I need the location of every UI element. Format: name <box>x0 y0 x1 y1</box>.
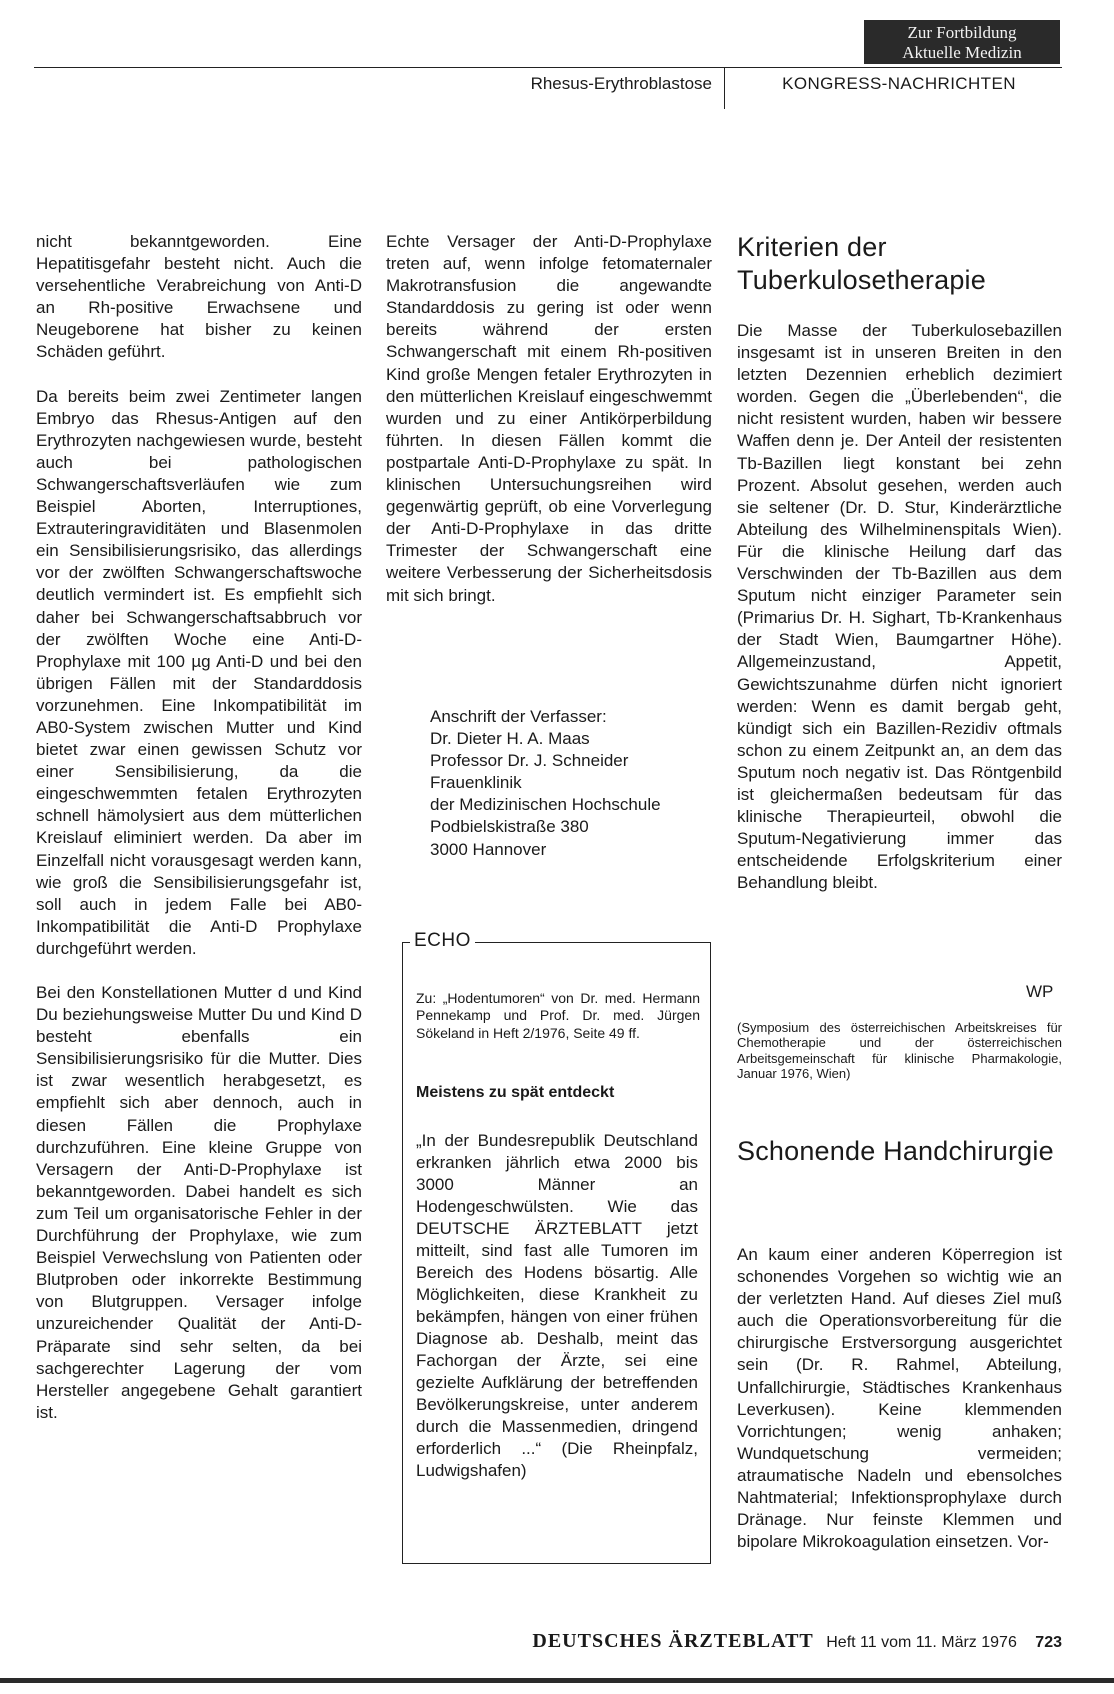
headline-tuberkulose: Kriterien der Tuberkulosetherapie <box>737 232 986 295</box>
echo-intro: Zu: „Hodentumoren“ von Dr. med. Hermann Pennekamp und Prof. Dr. med. Jürgen Sökeland in Heft 2/1976, Seite 49 ff. <box>416 990 700 1041</box>
page-number: 723 <box>1035 1634 1062 1651</box>
footer-rule <box>0 1678 1114 1683</box>
echo-headline: Meistens zu spät entdeckt <box>416 1084 615 1101</box>
paragraph: Echte Versager der Anti-D-Prophylaxe treten auf, wenn infolge fetomaternaler Makrotransfusion die angewandte Standarddosis zu gering ist oder wenn bereits während der ersten Schwangerschaft mit einem Rh-positiven Kind große Mengen fetaler Erythrozyten in den mütterlichen Kreislauf eingeschwemmt wurden und zu einer Antikörperbildung führten. In diesen Fällen kommt die postpartale Anti-D-Prophylaxe zu spät. In klinischen Untersuchungsreihen wird gegenwärtig geprüft, ob eine Vorverlegung der Anti-D-Prophylaxe in das dritte Trimester der Schwangerschaft eine weitere Verbesserung der Sicherheitsdosis mit sich bringt. <box>386 232 712 605</box>
address-line: Podbielskistraße 380 <box>430 817 589 837</box>
paragraph: nicht bekanntgeworden. Eine Hepatitisgefahr besteht nicht. Auch die versehentliche Verabreichung von Anti-D an Rh-positive Erwachsene und Neugeborene hat bisher zu keinen Schäden geführt. <box>36 232 362 362</box>
address-line: Dr. Dieter H. A. Maas <box>430 729 590 749</box>
section-title-right: KONGRESS-NACHRICHTEN <box>782 74 1016 93</box>
address-line: Anschrift der Verfasser: <box>430 707 607 726</box>
column-1 <box>36 231 362 1424</box>
column-2 <box>386 231 712 607</box>
author-signature: WP <box>1026 982 1054 1001</box>
author-address <box>430 706 730 861</box>
page-footer <box>440 1630 1062 1653</box>
paragraph: Da bereits beim zwei Zentimeter langen Embryo das Rhesus-Antigen auf den Erythrozyten nachgewiesen wurde, besteht auch bei pathologischen Schwangerschaftsverläufen wie zum Beispiel Aborten, Interruptiones, Extrauteringraviditäten und Blasenmolen ein Sensibilisierungsrisiko, das allerdings vor der zwölften Schwangerschaftswoche deutlich vermindert ist. Es empfiehlt sich daher bei Schwangerschaftsabbruch vor der zwölften Woche eine Anti-D-Prophylaxe mit 100 µg Anti-D und bei den übrigen Fällen mit der Standarddosis vorzunehmen. Eine Inkompatibilität im AB0-System zwischen Mutter und Kind bietet zwar einen gewissen Schutz vor einer Sensibilisierung, da die eingeschwemmten fetalen Erythrozyten schnell hämolysiert aus dem mütterlichen Kreislauf eliminiert werden. Da aber im Einzelfall nicht vorausgesagt werden kann, wie groß die Sensibilisierungsgefahr ist, soll auch in jedem Falle bei AB0-Inkompatibilität die Anti-D Prophylaxe durchgeführt werden. <box>36 386 362 958</box>
echo-body: „In der Bundesrepublik Deutschland erkranken jährlich etwa 2000 bis 3000 Männer an Hodengeschwülsten. Wie das DEUTSCHE ÄRZTEBLATT jetzt mitteilt, sind fast alle Tumoren im Bereich des Hodens bösartig. Alle Möglichkeiten, diese Krankheit zu bekämpfen, hängen von einer frühen Diagnose ab. Deshalb, meint das Fachorgan der Ärzte, sei eine gezielte Aufklärung der betreffenden Bevölkerungskreise, unter anderem durch die Massenmedien, dringend erforderlich ...“ (Die Rheinpfalz, Ludwigshafen) <box>416 1131 698 1480</box>
address-line: Professor Dr. J. Schneider <box>430 751 629 771</box>
echo-label: ECHO <box>410 930 475 952</box>
symposium-note: (Symposium des österreichischen Arbeitskreises für Chemotherapie und der österreichischen Arbeitsgemeinschaft für klinische Pharmakologie, Januar 1976, Wien) <box>737 1020 1062 1082</box>
issue-info: Heft 11 vom 11. März 1976 <box>826 1634 1017 1651</box>
header-divider <box>724 67 725 109</box>
address-line: der Medizinischen Hochschule <box>430 795 661 815</box>
article-tuberkulose: Die Masse der Tuberkulosebazillen insgesamt ist in unseren Breiten in den letzten Dezennien erheblich dezimiert worden. Gegen die „Überlebenden“, die nicht resistent wurden, haben wir bessere Waffen denn je. Der Anteil der resistenten Tb-Bazillen liegt konstant bei zehn Prozent. Absolut gesehen, werden auch sie seltener (Dr. D. Stur, Kinderärztliche Abteilung des Wilhelminenspitals Wien). Für die klinische Heilung darf das Verschwinden der Tb-Bazillen aus dem Sputum nicht einziger Parameter sein (Primarius Dr. H. Sighart, Tb-Krankenhaus der Stadt Wien, Baumgartner Höhe). Allgemeinzustand, Appetit, Gewichtszunahme dürfen nicht ignoriert werden: Wenn es damit bergab geht, kündigt sich ein Bazillen-Rezidiv oftmals schon zu einem Zeitpunkt an, an dem das Sputum noch negativ ist. Das Röntgenbild ist gleichermaßen bedeutsam für das klinische Therapieurteil, obwohl die Sputum-Negativierung immer das entscheidende Erfolgskriterium einer Behandlung bleibt. <box>737 321 1062 893</box>
section-badge <box>864 20 1060 64</box>
badge-line-1: Zur Fortbildung <box>907 23 1017 42</box>
address-line: 3000 Hannover <box>430 839 547 859</box>
header-rule <box>34 67 1062 68</box>
section-title-left: Rhesus-Erythroblastose <box>530 74 712 93</box>
headline-handchirurgie: Schonende Handchirurgie <box>737 1136 1054 1166</box>
address-line: Frauenklinik <box>430 773 522 793</box>
journal-name: DEUTSCHES ÄRZTEBLATT <box>532 1630 814 1652</box>
badge-line-2: Aktuelle Medizin <box>902 43 1022 62</box>
article-handchirurgie: An kaum einer anderen Köperregion ist schonendes Vorgehen so wichtig wie an der verletzten Hand. Auf dieses Ziel muß auch die Operationsvorbereitung für die chirurgische Erstversorgung ausgerichtet sein (Dr. R. Rahmel, Abteilung, Unfallchirurgie, Städtisches Krankenhaus Leverkusen). Keine klemmenden Vorrichtungen; wenig anhaken; Wundquetschung vermeiden; atraumatische Nadeln und ebensolches Nahtmaterial; Infektionsprophylaxe durch Dränage. Nur feinste Klemmen und bipolare Mikrokoagulation einsetzen. Vor- <box>737 1245 1062 1552</box>
paragraph: Bei den Konstellationen Mutter d und Kind Du beziehungsweise Mutter Du und Kind D besteht ebenfalls ein Sensibilisierungsrisiko für die Mutter. Dies ist zwar wesentlich herabgesetzt, es empfiehlt sich aber dennoch, auch in diesen Fällen die Prophylaxe durchzuführen. Eine kleine Gruppe von Versagern der Anti-D-Prophylaxe ist bekanntgeworden. Dabei handelt es sich zum Teil um organisatorische Fehler in der Durchführung der Prophylaxe, wie zum Beispiel Verwechslung von Patienten oder Blutproben oder inkorrekte Bestimmung von Blutgruppen. Versager infolge unzureichender Qualität der Anti-D-Präparate sind sehr selten, da bei sachgerechter Lagerung der vom Hersteller angegebene Gehalt garantiert ist. <box>36 983 362 1422</box>
